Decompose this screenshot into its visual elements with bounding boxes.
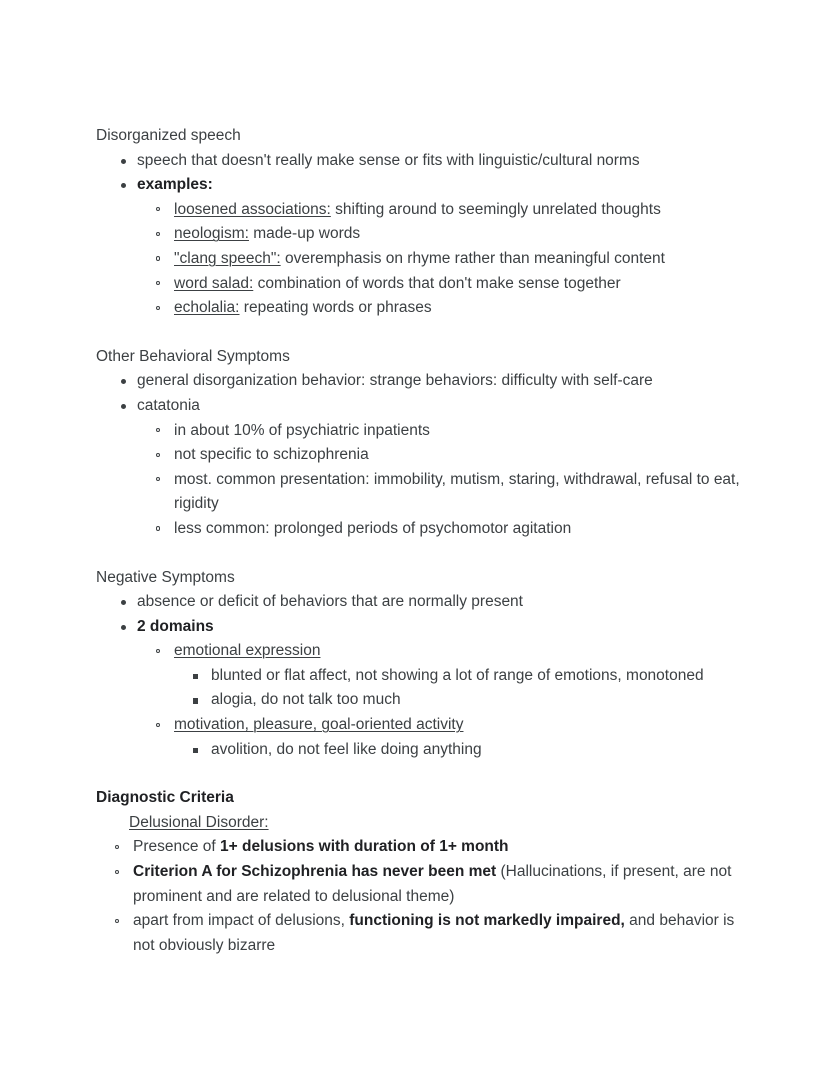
- notes-content: [96, 124, 748, 958]
- criterion-emphasis: 1+ delusions with duration of 1+ month: [220, 838, 509, 856]
- list-item-text: speech that doesn't really make sense or fits with linguistic/cultural norms: [137, 149, 748, 174]
- term-definition: overemphasis on rhyme rather than meaningful content: [280, 249, 665, 267]
- list-item: [137, 468, 748, 517]
- term-definition: shifting around to seemingly unrelated thoughts: [330, 200, 661, 218]
- list-item-text: [174, 222, 748, 247]
- subheading-text: Delusional Disorder:: [129, 813, 269, 831]
- bullet-list-level3: [174, 738, 748, 763]
- term-loosened-associations: loosened associations:: [174, 200, 331, 218]
- list-item: [96, 909, 748, 958]
- term-neologism: neologism:: [174, 225, 249, 243]
- list-item: [137, 419, 748, 444]
- list-item: [174, 664, 748, 689]
- list-item-text: less common: prolonged periods of psychomotor agitation: [174, 517, 748, 542]
- subheading-delusional-disorder: [96, 811, 748, 836]
- term-definition: repeating words or phrases: [239, 299, 432, 317]
- list-item: [96, 860, 748, 909]
- bullet-list-level1: [96, 149, 748, 321]
- list-item-text: alogia, do not talk too much: [211, 688, 748, 713]
- section-disorganized-speech: [96, 124, 748, 321]
- criterion-pre: apart from impact of delusions,: [133, 912, 350, 930]
- list-item-text: [174, 713, 748, 738]
- list-item-text: avolition, do not feel like doing anything: [211, 738, 748, 763]
- list-item: [137, 443, 748, 468]
- list-item-text: [174, 198, 748, 223]
- list-item-text: [174, 247, 748, 272]
- criterion-emphasis: functioning is not markedly impaired,: [349, 912, 625, 930]
- list-item: [137, 517, 748, 542]
- list-item-text: general disorganization behavior: strange behaviors: difficulty with self-care: [137, 369, 748, 394]
- domain-label-motivation: motivation, pleasure, goal-oriented activity: [174, 716, 464, 734]
- list-item: [96, 149, 748, 174]
- criterion-pre: Presence of: [133, 838, 221, 856]
- section-diagnostic-criteria: [96, 786, 748, 958]
- term-word-salad: word salad:: [174, 274, 254, 292]
- term-definition: made-up words: [248, 225, 361, 243]
- list-item-text: [174, 272, 748, 297]
- list-item-text: [133, 909, 748, 958]
- section-heading-disorganized-speech: Disorganized speech: [96, 127, 241, 144]
- bullet-list-level3: [174, 664, 748, 713]
- list-item-text: in about 10% of psychiatric inpatients: [174, 419, 748, 444]
- bullet-list-level1: [96, 590, 748, 762]
- list-item-text: absence or deficit of behaviors that are normally present: [137, 590, 748, 615]
- bullet-list-level1: [96, 369, 748, 541]
- term-clang-speech: "clang speech":: [174, 249, 281, 267]
- bullet-list-level2-catatonia: [137, 419, 748, 542]
- section-heading-other-behavioral-symptoms: Other Behavioral Symptoms: [96, 347, 290, 365]
- list-item-text-examples: examples:: [137, 173, 748, 198]
- term-definition: combination of words that don't make sense together: [253, 274, 621, 292]
- bullet-list-level2-examples: [137, 198, 748, 321]
- domain-label-emotional-expression: emotional expression: [174, 642, 321, 660]
- list-item: [96, 615, 748, 763]
- list-item: [137, 222, 748, 247]
- section-heading-diagnostic-criteria: Diagnostic Criteria: [96, 789, 234, 807]
- list-item: [96, 590, 748, 615]
- section-negative-symptoms: [96, 566, 748, 763]
- list-item-text: [174, 639, 748, 664]
- list-item: [137, 296, 748, 321]
- list-item: [174, 688, 748, 713]
- list-item: [96, 369, 748, 394]
- section-other-behavioral-symptoms: [96, 345, 748, 542]
- list-item: [137, 198, 748, 223]
- list-item: [96, 394, 748, 542]
- bullet-list-level2-domains: [137, 639, 748, 762]
- criterion-emphasis: Criterion A for Schizophrenia has never been met: [133, 863, 497, 881]
- list-item-text: most. common presentation: immobility, mutism, staring, withdrawal, refusal to eat, rigidity: [174, 468, 748, 517]
- list-item-text: [133, 860, 748, 909]
- term-echolalia: echolalia:: [174, 299, 240, 317]
- list-item: [137, 247, 748, 272]
- criterion-post: (Hallucinations, if present, are not prominent and are related to delusional theme): [133, 863, 732, 905]
- list-item-text: [174, 296, 748, 321]
- list-item: [137, 639, 748, 713]
- criterion-post: and behavior is not obviously bizarre: [133, 912, 735, 954]
- list-item: [96, 173, 748, 321]
- bullet-list-level2-criteria: [96, 835, 748, 958]
- list-item-text: catatonia: [137, 394, 748, 419]
- list-item: [137, 272, 748, 297]
- list-item: [174, 738, 748, 763]
- list-item-text-2-domains: 2 domains: [137, 615, 748, 640]
- list-item: [96, 835, 748, 860]
- list-item: [137, 713, 748, 762]
- list-item-text: not specific to schizophrenia: [174, 443, 748, 468]
- list-item-text: blunted or flat affect, not showing a lot of range of emotions, monotoned: [211, 664, 748, 689]
- section-heading-negative-symptoms: Negative Symptoms: [96, 568, 235, 586]
- list-item-text: [133, 835, 748, 860]
